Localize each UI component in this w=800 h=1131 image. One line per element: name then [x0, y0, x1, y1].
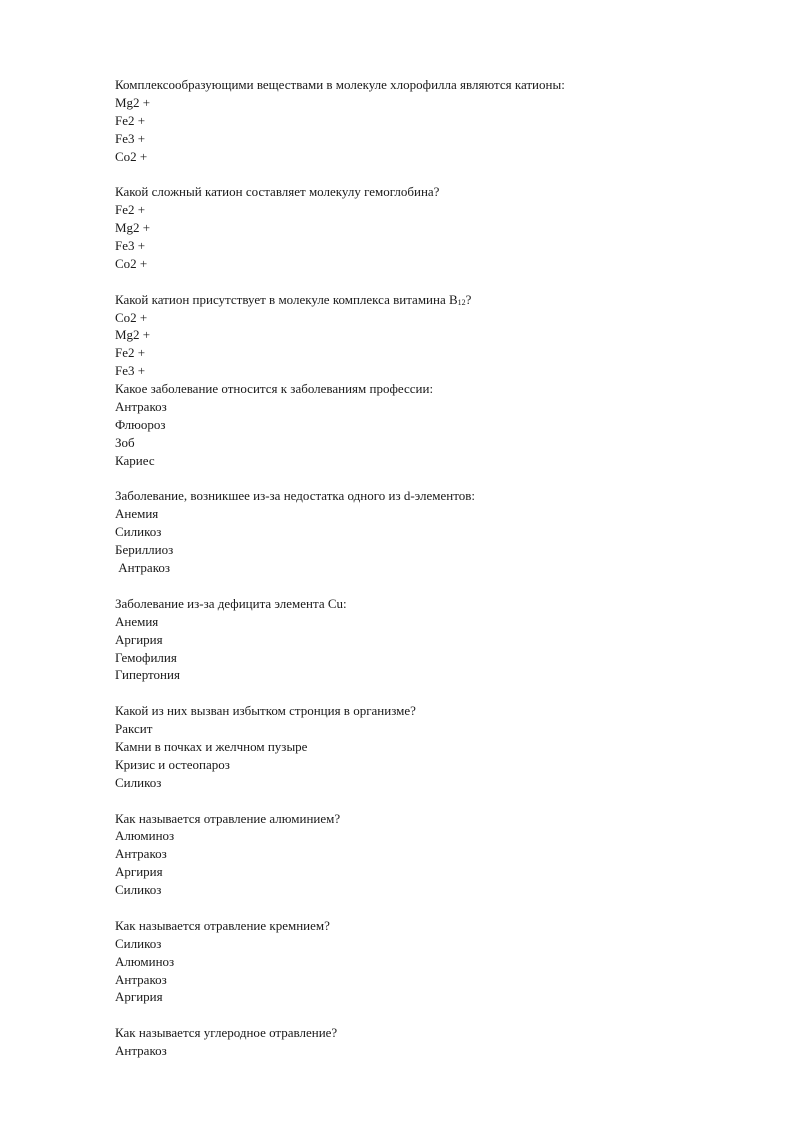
question-text: Какой из них вызван избытком стронция в организме? — [115, 703, 416, 719]
question-block — [115, 487, 755, 576]
question-text-suffix: ? — [465, 291, 472, 307]
spacer — [115, 577, 755, 595]
answer-option: Гипертония — [115, 667, 180, 683]
answer-option: Силикоз — [115, 882, 162, 898]
answer-option: Флюороз — [115, 416, 166, 432]
spacer — [115, 1006, 755, 1024]
answer-option: Силикоз — [115, 524, 162, 540]
answer-option: Аргирия — [115, 989, 163, 1005]
answer-option: Mg2 + — [115, 94, 151, 110]
answer-option: Антракоз — [115, 846, 167, 862]
answer-option: Кризис и остеопароз — [115, 756, 230, 772]
answer-option: Силикоз — [115, 774, 162, 790]
question-block — [115, 810, 755, 899]
question-text: Комплексообразующими веществами в молекуле хлорофилла являются катионы: — [115, 77, 565, 92]
question-block — [115, 291, 755, 380]
answer-option: Антракоз — [115, 399, 167, 415]
answer-option: Co2 + — [115, 148, 148, 164]
answer-option: Зоб — [115, 434, 135, 450]
answer-option: Mg2 + — [115, 327, 151, 343]
answer-option: Раксит — [115, 721, 153, 737]
answer-option: Аргирия — [115, 631, 163, 647]
answer-option: Гемофилия — [115, 649, 177, 665]
question-text — [115, 291, 755, 309]
answer-option: Алюминоз — [115, 828, 175, 844]
question-block — [115, 380, 755, 469]
answer-option: Антракоз — [115, 971, 167, 987]
answer-option: Fe2 + — [115, 202, 146, 218]
answer-option: Анемия — [115, 506, 159, 522]
answer-option: Антракоз — [115, 1043, 167, 1059]
spacer — [115, 273, 755, 291]
question-block — [115, 183, 755, 272]
spacer — [115, 165, 755, 183]
question-text: Как называется углеродное отравление? — [115, 1025, 338, 1041]
spacer — [115, 470, 755, 488]
answer-option: Co2 + — [115, 255, 148, 271]
question-text: Как называется отравление кремнием? — [115, 917, 330, 933]
question-text: Заболевание, возникшее из-за недостатка одного из d-элементов: — [115, 488, 475, 504]
answer-option: Кариес — [115, 452, 155, 468]
answer-option: Анемия — [115, 613, 159, 629]
answer-option: Co2 + — [115, 309, 148, 325]
answer-option: Fe2 + — [115, 345, 146, 361]
question-text: Как называется отравление алюминием? — [115, 810, 341, 826]
answer-option: Бериллиоз — [115, 542, 174, 558]
question-text: Какое заболевание относится к заболеваниям профессии: — [115, 381, 434, 397]
question-block — [115, 1024, 755, 1060]
answer-option: Камни в почках и желчном пузыре — [115, 738, 308, 754]
answer-option: Антракоз — [115, 560, 170, 576]
answer-option: Fe3 + — [115, 363, 146, 379]
question-block — [115, 917, 755, 1006]
question-subscript: 12 — [457, 297, 466, 307]
answer-option: Fe3 + — [115, 130, 146, 146]
answer-option: Mg2 + — [115, 220, 151, 236]
answer-option: Аргирия — [115, 864, 163, 880]
answer-option: Fe2 + — [115, 112, 146, 128]
question-block — [115, 702, 755, 791]
question-text: Заболевание из-за дефицита элемента Cu: — [115, 595, 347, 611]
answer-option: Силикоз — [115, 935, 162, 951]
spacer — [115, 684, 755, 702]
spacer — [115, 792, 755, 810]
question-block — [115, 595, 755, 684]
answer-option: Алюминоз — [115, 953, 175, 969]
answer-option: Fe3 + — [115, 238, 146, 254]
question-block — [115, 76, 755, 165]
question-text-prefix: Какой катион присутствует в молекуле комплекса витамина B — [115, 291, 458, 307]
document-page — [115, 76, 755, 1060]
question-text: Какой сложный катион составляет молекулу гемоглобина? — [115, 184, 440, 200]
spacer — [115, 899, 755, 917]
